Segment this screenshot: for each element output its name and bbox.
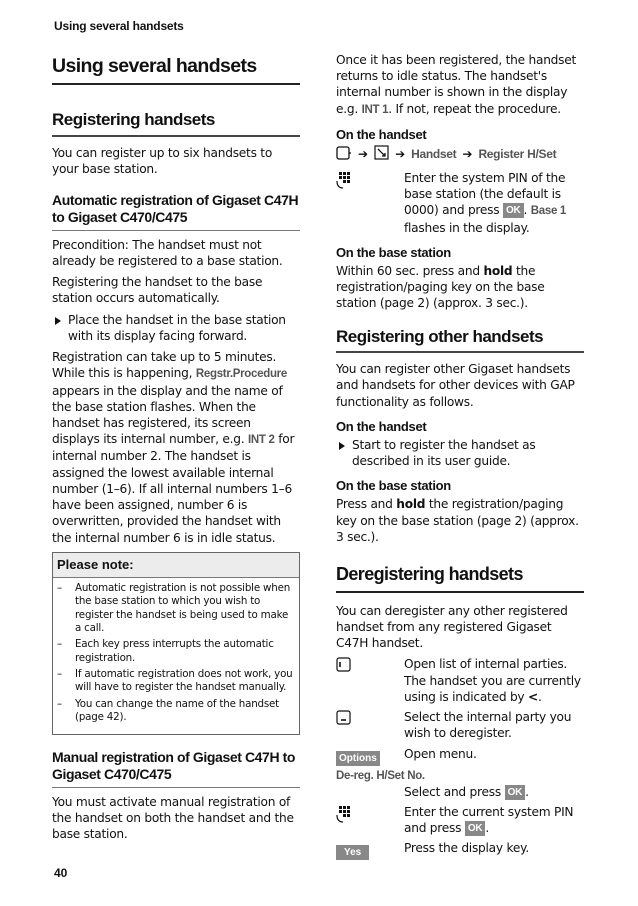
section-title-registering: Registering handsets (52, 111, 300, 137)
on-base-heading-2: On the base station (336, 478, 451, 494)
subsection-title-manual: Manual registration of Gigaset C47H to Gigaset C470/C475 (52, 749, 300, 788)
on-handset-heading-2: On the handset (336, 418, 427, 434)
display-text-dereg: De-reg. H/Set No. (336, 769, 425, 782)
menu-path (336, 145, 584, 164)
display-text-base1: Base 1 (530, 205, 567, 218)
section-title-deregistering: Deregistering handsets (336, 565, 584, 593)
dereg-paragraph: You can deregister any other registered handset from any registered Gigaset C47H handset. (336, 603, 568, 651)
keypad-icon (336, 805, 352, 827)
subsection-title-automatic: Automatic registration of Gigaset C47H to Gigaset C470/C475 (52, 192, 300, 231)
registering-intro: You can register up to six handsets to your base station. (52, 146, 273, 177)
page-number: 40 (54, 866, 68, 880)
dereg-step-3: Options Open menu. (336, 746, 584, 766)
on-base-heading: On the base station (336, 244, 451, 260)
note-item: – Automatic registration is not possible when the base station to which you wish to register the handset is being used to make a call. (57, 582, 295, 636)
menu-key-icon (336, 145, 352, 164)
auto-description: Registration can take up to 5 minutes. While this is happening, Regstr.Procedure appears in the display and the name of the base station flashes. When the handset has registered, its screen displays its internal number, e.g. INT 2 for internal number 2. The handset is assigned the lowest available internal number (1–6). If all internal numbers 1–6 have been assigned, number 6 is overwritten, provided the handset with the internal number 6 is in idle status. (52, 350, 295, 545)
ok-key: OK (505, 785, 526, 800)
note-item: – If automatic registration does not work, you will have to register the handset manually. (57, 668, 295, 695)
base-paragraph-2: Press and hold the registration/paging key on the base station (page 2) (approx. 3 sec.). (336, 497, 579, 544)
arrow-icon: ➔ (462, 147, 473, 162)
left-column (52, 52, 300, 847)
auto-bullet: Place the handset in the base station with its display facing forward. (52, 312, 300, 344)
right-column (336, 52, 584, 864)
base-paragraph: Within 60 sec. press and hold the registration/paging key on the base station (page 2) (approx. 3 sec.). (336, 263, 545, 311)
options-key: Options (336, 751, 380, 766)
display-text-int2: INT 2 (247, 434, 275, 447)
display-text-int1: INT 1 (361, 103, 389, 116)
arrow-icon: ➔ (395, 147, 406, 162)
menu-item-register: Register H/Set (478, 147, 557, 162)
display-text-regstr: Regstr.Procedure (195, 368, 287, 381)
auto-paragraph: Registering the handset to the base station occurs automatically. (52, 275, 263, 306)
manual-paragraph: You must activate manual registration of the handset on both the handset and the base station. (52, 794, 294, 842)
auto-precondition: Precondition: The handset must not already be registered to a base station. (52, 237, 283, 268)
dereg-step-2: Select the internal party you wish to deregister. (336, 709, 584, 741)
dereg-step-4: Select and press OK . (404, 784, 529, 799)
keypad-icon (336, 171, 352, 193)
dereg-step-1: Open list of internal parties. The handset you are currently using is indicated by <. (336, 656, 584, 705)
registered-paragraph: Once it has been registered, the handset returns to idle status. The handset's internal number is shown in the display e.g. INT 1. If not, repeat the procedure. (336, 53, 577, 116)
dereg-step-5: Enter the current system PIN and press OK . (336, 804, 584, 836)
running-header: Using several handsets (54, 19, 184, 33)
pin-step: Enter the system PIN of the base station (the default is 0000) and press OK . Base 1 flashes in the display. (336, 170, 584, 236)
dereg-step-6: Yes Press the display key. (336, 840, 584, 860)
note-title: Please note: (53, 553, 299, 578)
settings-menu-icon (374, 145, 389, 164)
menu-item-handset: Handset (411, 147, 457, 162)
control-key-down-icon (336, 710, 351, 729)
ok-key: OK (465, 821, 486, 836)
note-item: – Each key press interrupts the automatic registration. (57, 638, 295, 665)
other-paragraph: You can register other Gigaset handsets and handsets for other devices with GAP functionality as follows. (336, 362, 575, 409)
control-key-left-icon (336, 657, 351, 676)
note-box (52, 552, 300, 735)
other-bullet: Start to register the handset as described in its user guide. (336, 437, 584, 469)
note-item: – You can change the name of the handset (page 42). (57, 698, 295, 725)
ok-key: OK (503, 203, 524, 218)
yes-key: Yes (336, 845, 369, 860)
page-title: Using several handsets (52, 56, 300, 85)
on-handset-heading: On the handset (336, 126, 427, 142)
section-title-other: Registering other handsets (336, 328, 584, 354)
arrow-icon: ➔ (358, 147, 369, 162)
